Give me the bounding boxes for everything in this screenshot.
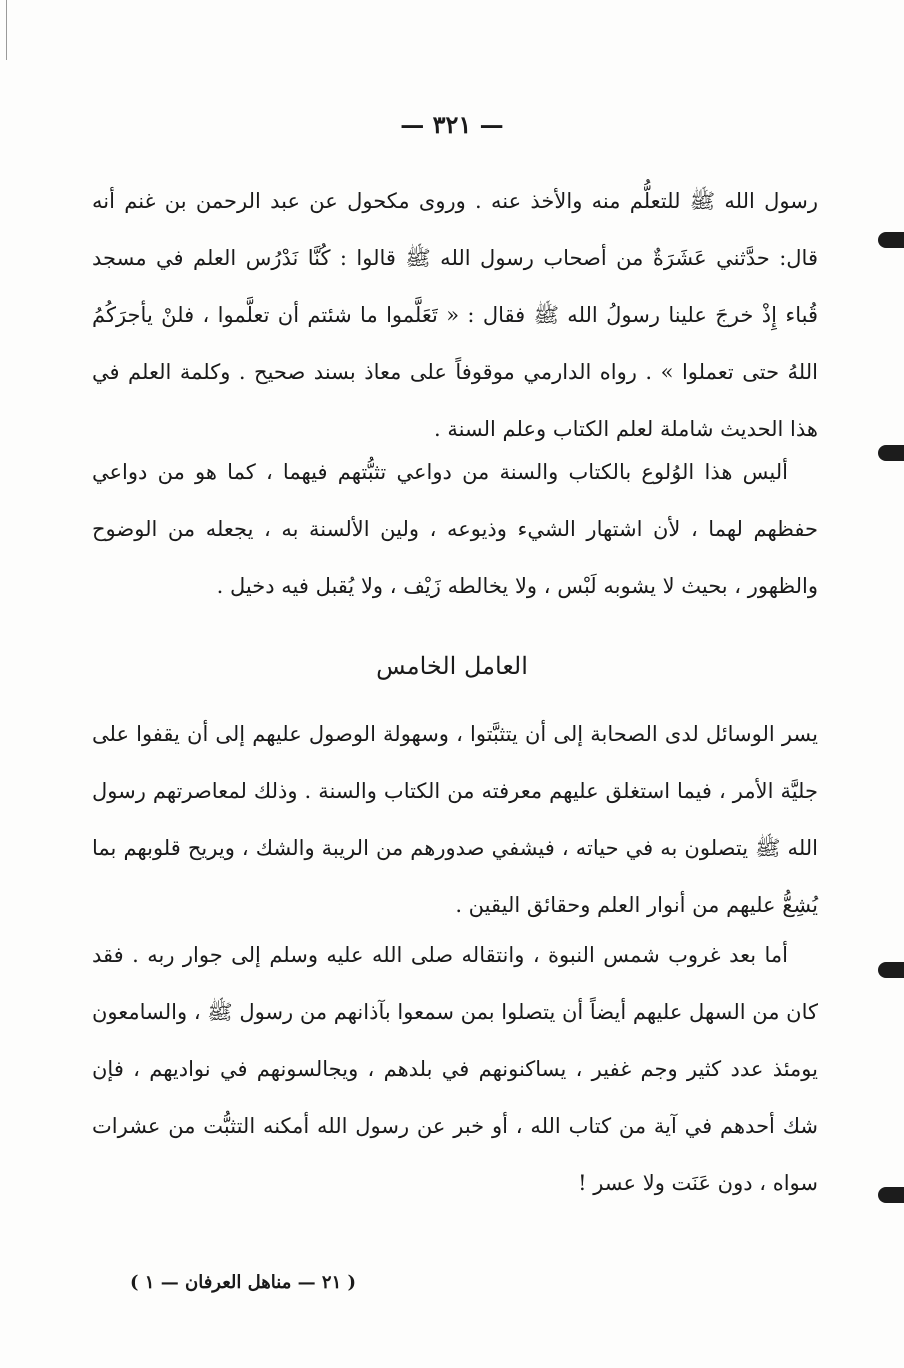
paragraph: يسر الوسائل لدى الصحابة إلى أن يتثبَّتوا ، وسهولة الوصول عليهم إلى أن يقفوا على جليَّة الأمر ، فيما استغلق عليهم معرفته من الكتاب والسنة . وذلك لمعاصرتهم رسول الله ﷺ يتصلون به في حياته ، فيشفي صدورهم من الريبة والشك ، ويريح قلوبهم بما يُشِعُّ عليهم من أنوار العلم وحقائق اليقين . (92, 722, 818, 917)
paragraph: رسول الله ﷺ للتعلُّم منه والأخذ عنه . وروى مكحول عن عبد الرحمن بن غنم أنه قال: حدَّثني عَشَرَةٌ من أصحاب رسول الله ﷺ قالوا : كُنَّا نَدْرُس العلم في مسجد قُباء إِذْ خرجَ علينا رسولُ الله ﷺ فقال : « تَعَلَّموا ما شئتم أن تعلَّموا ، فلنْ يأجرَكُمُ اللهُ حتى تعملوا » . رواه الدارمي موقوفاً على معاذ بسند صحيح . وكلمة العلم في هذا الحديث شاملة لعلم الكتاب وعلم السنة . (92, 189, 818, 441)
binding-mark (878, 445, 904, 461)
footer-reference: ( ٢١ — مناهل العرفان — ١ ) (130, 1272, 357, 1293)
paragraph: أما بعد غروب شمس النبوة ، وانتقاله صلى الله عليه وسلم إلى جوار ربه . فقد كان من السهل عليهم أيضاً أن يتصلوا بمن سمعوا بآذانهم من رسول ﷺ ، والسامعون يومئذ عدد كثير وجم غفير ، يساكنونهم في بلدهم ، ويجالسونهم في نواديهم ، فإن شك أحدهم في آية من كتاب الله ، أو خبر عن رسول الله أمكنه التثبُّت من عشرات سواه ، دون عَنَت ولا عسر ! (92, 943, 818, 1195)
binding-mark (878, 232, 904, 248)
binding-mark (878, 1187, 904, 1203)
binding-mark (878, 962, 904, 978)
paragraph-block (92, 444, 818, 615)
page-edge-line (6, 0, 7, 60)
paragraph-continuation (92, 173, 818, 458)
section-heading: العامل الخامس (376, 652, 528, 680)
paragraph-block (92, 706, 818, 934)
page-number: — ٣٢١ — (400, 110, 504, 139)
paragraph: أليس هذا الوُلوع بالكتاب والسنة من دواعي تثبُّتهم فيهما ، كما هو من دواعي حفظهم لهما ، لأن اشتهار الشيء وذيوعه ، ولين الألسنة به ، يجعله من الوضوح والظهور ، بحيث لا يشوبه لَبْس ، ولا يخالطه زَيْف ، ولا يُقبل فيه دخيل . (92, 460, 818, 598)
paragraph-block (92, 927, 818, 1212)
